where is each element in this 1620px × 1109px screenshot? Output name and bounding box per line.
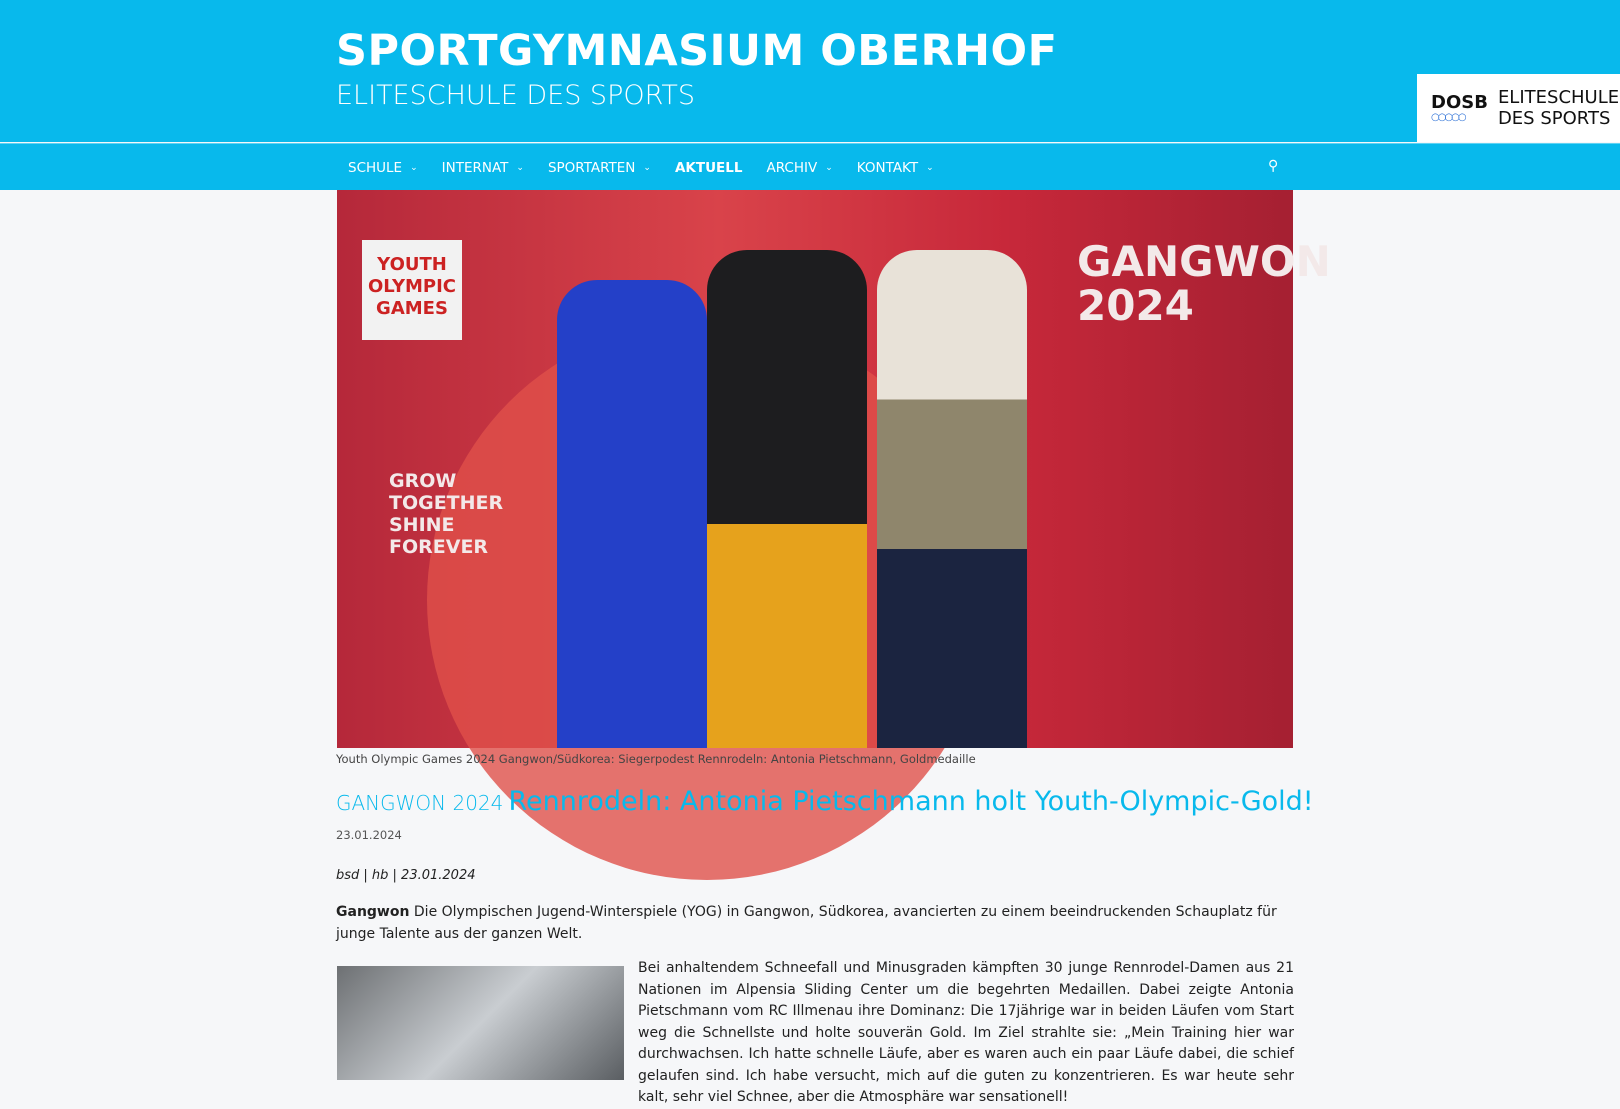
site-title[interactable]: SPORTGYMNASIUM OBERHOF xyxy=(336,26,1058,76)
article-lead: Gangwon Die Olympischen Jugend-Winterspiele (YOG) in Gangwon, Südkorea, avancierten zu einem beeindruckenden Schauplatz für junge Talente aus der ganzen Welt. xyxy=(336,904,1277,942)
site-header xyxy=(0,0,1620,142)
chevron-down-icon: ⌄ xyxy=(926,162,934,173)
nav-internat[interactable]: INTERNAT ⌄ xyxy=(441,159,524,176)
nav-sportarten[interactable]: SPORTARTEN ⌄ xyxy=(547,159,651,176)
main-nav xyxy=(0,143,1620,190)
athlete-bronze xyxy=(877,250,1027,748)
article-title: Rennrodeln: Antonia Pietschmann holt Youth-Olympic-Gold! xyxy=(508,786,1314,817)
athlete-silver xyxy=(557,280,707,748)
nav-kontakt[interactable]: KONTAKT ⌄ xyxy=(856,159,934,176)
nav-schule[interactable]: SCHULE ⌄ xyxy=(348,159,418,176)
site-subtitle: ELITESCHULE DES SPORTS xyxy=(336,80,696,111)
olympic-rings-icon: ○○○○○ xyxy=(1431,111,1465,123)
article-headline xyxy=(336,786,1314,817)
article-date: 23.01.2024 xyxy=(336,828,402,842)
yog-sign: YOUTH OLYMPIC GAMES xyxy=(362,240,462,340)
hero-image xyxy=(337,190,1331,748)
chevron-down-icon: ⌄ xyxy=(410,162,418,173)
article-body: Bei anhaltendem Schneefall und Minusgraden kämpften 30 junge Rennrodel-Damen aus 21 Nationen im Alpensia Sliding Center um die begehrten Medaillen. Dabei zeigte Antonia Pietschmann vom RC Illmenau ihre Dominanz: Die 17jährige war in beiden Läufen vom Start weg die Schnellste und holte souverän Gold. Im Ziel strahlte sie: „Mein Training hier war durchwachsen. Ich hatte schnelle Läufe, aber es waren auch ein paar Läufe dabei, die schief gelaufen sind. Ich habe versucht, mich auf die guten zu konzentrieren. Es war heute sehr kalt, sehr viel Schnee, aber die Atmosphäre war sensationell! xyxy=(638,960,1294,1105)
nav-aktuell[interactable]: AKTUELL xyxy=(674,159,743,176)
dosb-mark: DOSB ○○○○○ xyxy=(1431,91,1488,123)
chevron-down-icon: ⌄ xyxy=(643,162,651,173)
slogan-text: GROW TOGETHER SHINE FOREVER xyxy=(389,470,504,558)
image-caption: Youth Olympic Games 2024 Gangwon/Südkorea: Siegerpodest Rennrodeln: Antonia Pietschmann, Goldmedaille xyxy=(336,752,976,766)
athlete-gold xyxy=(707,250,867,748)
article-author: bsd | hb | 23.01.2024 xyxy=(336,868,476,883)
chevron-down-icon: ⌄ xyxy=(825,162,833,173)
event-text: GANGWON 2024 xyxy=(1077,237,1331,330)
article-thumbnail xyxy=(337,966,624,1080)
chevron-down-icon: ⌄ xyxy=(516,162,524,173)
dosb-logo[interactable]: DOSB ○○○○○ ELITESCHULE DES SPORTS xyxy=(1417,74,1620,142)
article-kicker: GANGWON 2024 xyxy=(336,791,504,815)
search-icon[interactable]: ⚲ xyxy=(1268,158,1279,174)
nav-archiv[interactable]: ARCHIV ⌄ xyxy=(766,159,833,176)
